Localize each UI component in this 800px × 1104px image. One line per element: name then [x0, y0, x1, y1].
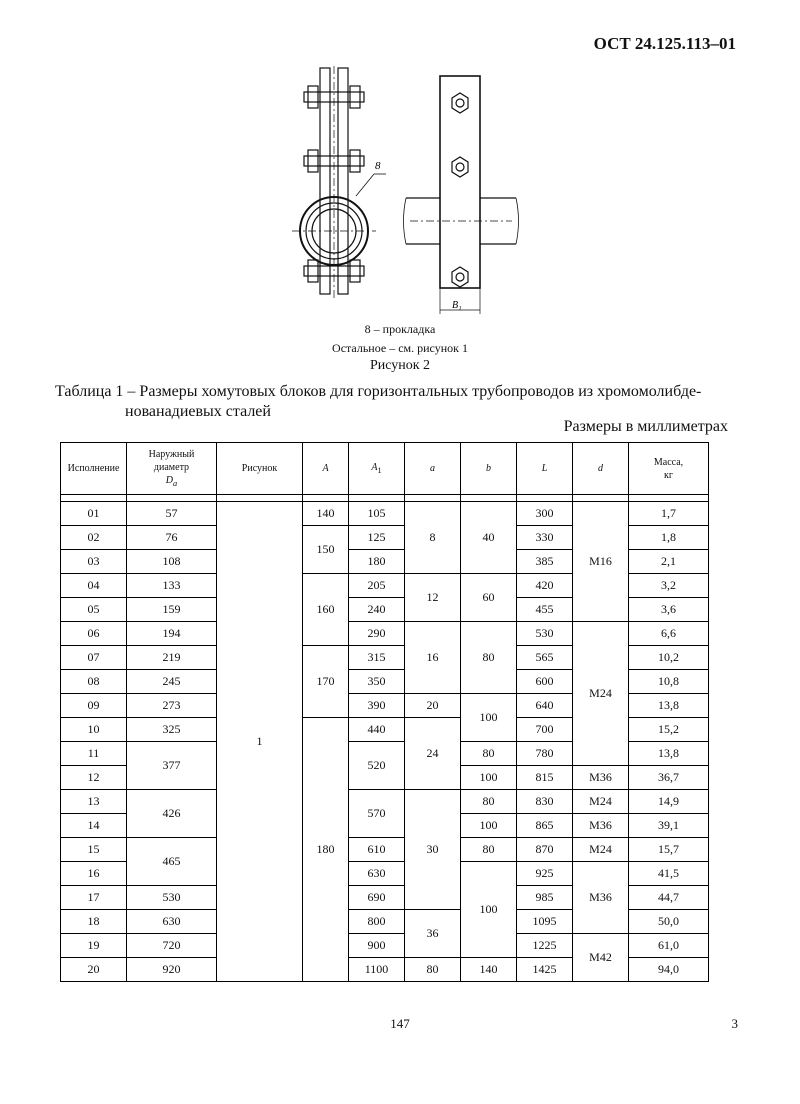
col-header: Масса, кг — [629, 443, 709, 495]
table-cell: 455 — [517, 598, 573, 622]
table-cell: 6,6 — [629, 622, 709, 646]
table-cell: 2,1 — [629, 550, 709, 574]
table-cell: M36 — [573, 766, 629, 790]
table-cell — [217, 495, 303, 502]
table-cell: 13 — [61, 790, 127, 814]
table-cell — [303, 495, 349, 502]
table-cell: 530 — [517, 622, 573, 646]
table-cell: 60 — [461, 574, 517, 622]
table-row — [61, 502, 709, 526]
table-cell: 10,2 — [629, 646, 709, 670]
table-cell: 80 — [461, 622, 517, 694]
table-cell — [573, 495, 629, 502]
table-cell: 125 — [349, 526, 405, 550]
table-cell: 15,7 — [629, 838, 709, 862]
table-cell — [517, 495, 573, 502]
callout-label: 8 — [375, 160, 381, 172]
table-row — [61, 790, 709, 814]
col-header: L — [517, 443, 573, 495]
table-cell: 150 — [303, 526, 349, 574]
table-cell: 350 — [349, 670, 405, 694]
table-cell: 815 — [517, 766, 573, 790]
table-cell: 1095 — [517, 910, 573, 934]
table-cell: 13,8 — [629, 742, 709, 766]
table-cell: 13,8 — [629, 694, 709, 718]
table-cell: 19 — [61, 934, 127, 958]
table-cell: 17 — [61, 886, 127, 910]
table-cell: 300 — [517, 502, 573, 526]
table-cell: 800 — [349, 910, 405, 934]
table-cell: 600 — [517, 670, 573, 694]
table-cell: 80 — [405, 958, 461, 982]
table-cell: 315 — [349, 646, 405, 670]
table-cell: M24 — [573, 838, 629, 862]
table-cell: 290 — [349, 622, 405, 646]
table-cell: 36 — [405, 910, 461, 958]
table-cell: 80 — [461, 838, 517, 862]
table-cell: 108 — [127, 550, 217, 574]
col-header: A — [303, 443, 349, 495]
table-cell: 3,2 — [629, 574, 709, 598]
table-cell: 180 — [303, 718, 349, 982]
table-cell: 20 — [405, 694, 461, 718]
table-cell: 530 — [127, 886, 217, 910]
table-cell: 3,6 — [629, 598, 709, 622]
figure-note: Остальное – см. рисунок 1 — [332, 341, 468, 355]
table-cell: 06 — [61, 622, 127, 646]
table-cell: 640 — [517, 694, 573, 718]
table-cell: 80 — [461, 790, 517, 814]
table-cell — [61, 495, 127, 502]
table-cell — [461, 495, 517, 502]
dimension-label: В₁ — [452, 300, 462, 311]
hex-nut-top — [452, 93, 468, 113]
table-cell: 36,7 — [629, 766, 709, 790]
col-header: Исполнение — [61, 443, 127, 495]
table-cell: 15,2 — [629, 718, 709, 742]
table-cell: 985 — [517, 886, 573, 910]
col-header: d — [573, 443, 629, 495]
table-cell: 870 — [517, 838, 573, 862]
table-cell: 330 — [517, 526, 573, 550]
table-cell: 1,7 — [629, 502, 709, 526]
table-cell: M36 — [573, 814, 629, 838]
table-cell: 205 — [349, 574, 405, 598]
table-cell: 16 — [61, 862, 127, 886]
table-cell: 920 — [127, 958, 217, 982]
table-header-row — [61, 443, 709, 495]
table-cell: 100 — [461, 814, 517, 838]
table-cell: 12 — [61, 766, 127, 790]
table-cell: 610 — [349, 838, 405, 862]
figure-cell: 1 — [217, 502, 303, 982]
table-cell: M16 — [573, 502, 629, 622]
table-cell: 04 — [61, 574, 127, 598]
table-cell: 133 — [127, 574, 217, 598]
table-cell: 30 — [405, 790, 461, 910]
table-cell: 385 — [517, 550, 573, 574]
table-cell: 390 — [349, 694, 405, 718]
table-cell: 76 — [127, 526, 217, 550]
table-cell: 02 — [61, 526, 127, 550]
clamp-side-body — [440, 76, 480, 288]
table-cell: 61,0 — [629, 934, 709, 958]
table-cell: 44,7 — [629, 886, 709, 910]
table-row — [61, 934, 709, 958]
table-cell: 780 — [517, 742, 573, 766]
table-cell: 690 — [349, 886, 405, 910]
table-cell: 630 — [349, 862, 405, 886]
table-cell: 170 — [303, 646, 349, 718]
table-cell: 325 — [127, 718, 217, 742]
table-row — [61, 622, 709, 646]
hex-nut-bottom — [452, 267, 468, 287]
table-cell: 14 — [61, 814, 127, 838]
dimensions-table — [60, 442, 709, 982]
col-header: $A_1$ — [349, 443, 405, 495]
table-cell: 18 — [61, 910, 127, 934]
table-cell: 219 — [127, 646, 217, 670]
table-row — [61, 838, 709, 862]
table-cell: 100 — [461, 862, 517, 958]
table-cell: 1,8 — [629, 526, 709, 550]
table-cell: 140 — [461, 958, 517, 982]
col-header: Наружный диаметр $D_a$ — [127, 443, 217, 495]
table-cell: 830 — [517, 790, 573, 814]
table-cell: 01 — [61, 502, 127, 526]
table-cell: 426 — [127, 790, 217, 838]
table-cell — [629, 495, 709, 502]
table-cell: 180 — [349, 550, 405, 574]
table-cell: 377 — [127, 742, 217, 790]
table-cell: 94,0 — [629, 958, 709, 982]
table-cell: 11 — [61, 742, 127, 766]
table-cell: 80 — [461, 742, 517, 766]
table-cell: 100 — [461, 766, 517, 790]
table-cell: 520 — [349, 742, 405, 790]
table-cell: 720 — [127, 934, 217, 958]
table-cell: 07 — [61, 646, 127, 670]
table-cell: 420 — [517, 574, 573, 598]
table-cell: 570 — [349, 790, 405, 838]
units-note: Размеры в миллиметрах — [563, 418, 728, 435]
table-cell: 1425 — [517, 958, 573, 982]
table-cell: 565 — [517, 646, 573, 670]
table-cell: 160 — [303, 574, 349, 646]
document-code: ОСТ 24.125.113–01 — [593, 34, 736, 53]
table-cell: M24 — [573, 622, 629, 766]
table-cell: 05 — [61, 598, 127, 622]
table-cell: 700 — [517, 718, 573, 742]
table-cell: M36 — [573, 862, 629, 934]
table-cell: 39,1 — [629, 814, 709, 838]
table-cell: 12 — [405, 574, 461, 622]
table-cell: 14,9 — [629, 790, 709, 814]
table-cell: 240 — [349, 598, 405, 622]
table-cell: 925 — [517, 862, 573, 886]
table-cell: 630 — [127, 910, 217, 934]
hex-nut-mid — [452, 157, 468, 177]
table-cell: 100 — [461, 694, 517, 742]
col-header: Рисунок — [217, 443, 303, 495]
table-cell: M24 — [573, 790, 629, 814]
table-cell: 105 — [349, 502, 405, 526]
table-cell: 1100 — [349, 958, 405, 982]
sheet-number: 3 — [731, 1016, 738, 1031]
table-cell: 465 — [127, 838, 217, 886]
col-header: b — [461, 443, 517, 495]
table-cell: 24 — [405, 718, 461, 790]
table-cell: 03 — [61, 550, 127, 574]
page-number: 147 — [390, 1016, 410, 1031]
table-cell: 440 — [349, 718, 405, 742]
table-cell: M42 — [573, 934, 629, 982]
table-cell: 57 — [127, 502, 217, 526]
table-cell: 273 — [127, 694, 217, 718]
table-cell: 16 — [405, 622, 461, 694]
table-cell: 140 — [303, 502, 349, 526]
table-cell: 1225 — [517, 934, 573, 958]
table-cell: 159 — [127, 598, 217, 622]
table-cell: 20 — [61, 958, 127, 982]
figure-legend: 8 – прокладка — [364, 322, 436, 336]
table-cell: 865 — [517, 814, 573, 838]
table-cell: 10 — [61, 718, 127, 742]
col-header: a — [405, 443, 461, 495]
table-cell — [349, 495, 405, 502]
table-cell: 194 — [127, 622, 217, 646]
figure-caption: Рисунок 2 — [369, 358, 431, 373]
table-cell: 245 — [127, 670, 217, 694]
table-cell — [127, 495, 217, 502]
table-cell: 08 — [61, 670, 127, 694]
table-cell — [405, 495, 461, 502]
table-cell: 900 — [349, 934, 405, 958]
clamp-drawing — [280, 66, 530, 326]
table-title: Таблица 1 – Размеры хомутовых блоков для горизонтальных трубопроводов из хромомолибде- нованадиевых сталей — [55, 383, 702, 420]
table-cell: 15 — [61, 838, 127, 862]
table-cell: 50,0 — [629, 910, 709, 934]
table-cell: 40 — [461, 502, 517, 574]
table-cell: 09 — [61, 694, 127, 718]
table-cell: 8 — [405, 502, 461, 574]
table-cell: 10,8 — [629, 670, 709, 694]
table-cell: 41,5 — [629, 862, 709, 886]
